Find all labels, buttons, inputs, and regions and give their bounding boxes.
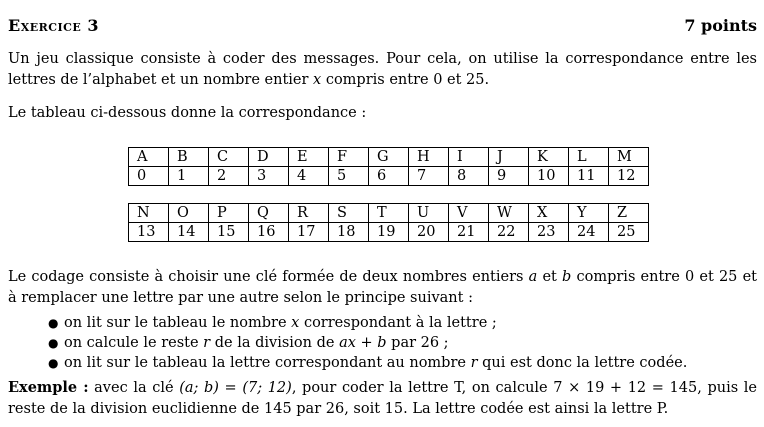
number-cell: 14 <box>169 223 209 242</box>
exercise-title: Exercice 3 <box>8 16 99 35</box>
number-cell: 8 <box>449 167 489 186</box>
var-x: x <box>291 315 300 331</box>
coding-text-1: Le codage consiste à choisir une clé formée de deux nombres entiers <box>8 269 529 285</box>
exercise-header <box>8 16 757 35</box>
letter-cell: G <box>369 148 409 167</box>
letter-cell: S <box>329 204 369 223</box>
number-cell: 7 <box>409 167 449 186</box>
letter-cell: T <box>369 204 409 223</box>
number-cell: 13 <box>129 223 169 242</box>
coding-text-3: compris entre 0 et 25 et à remplacer une lettre par une autre selon le principe suivant : <box>8 269 757 306</box>
example-text-1: avec la clé <box>88 380 180 396</box>
bullet-icon: ● <box>48 336 59 350</box>
number-cell: 12 <box>609 167 649 186</box>
rule-text: on lit sur le tableau le nombre <box>64 315 292 331</box>
letter-cell: J <box>489 148 529 167</box>
rule-text: on calcule le reste <box>64 335 204 351</box>
bullet-icon: ● <box>48 356 59 370</box>
letter-cell: Y <box>569 204 609 223</box>
intro-paragraph <box>8 49 757 91</box>
correspondence-table-a-m <box>128 147 649 186</box>
rule-item <box>48 353 748 373</box>
intro-text-1: Un jeu classique consiste à coder des messages. Pour cela, on utilise la correspondance entre les lettres de l’alphabet et un nombre entier <box>8 51 757 88</box>
number-cell: 15 <box>209 223 249 242</box>
letter-cell: C <box>209 148 249 167</box>
coding-text-2: et <box>537 269 563 285</box>
letter-cell: L <box>569 148 609 167</box>
rule-item <box>48 333 748 353</box>
var-r: r <box>470 355 478 371</box>
letters-row <box>129 204 649 223</box>
number-cell: 20 <box>409 223 449 242</box>
exercise-points: 7 points <box>684 16 757 35</box>
example-label: Exemple : <box>8 379 89 396</box>
rule-text: on lit sur le tableau la lettre correspondant au nombre <box>64 355 471 371</box>
number-cell: 18 <box>329 223 369 242</box>
letter-cell: A <box>129 148 169 167</box>
letter-cell: B <box>169 148 209 167</box>
rule-text: de la division de <box>210 335 340 351</box>
correspondence-table-n-z <box>128 203 649 242</box>
example-paragraph <box>8 377 757 420</box>
numbers-row <box>129 167 649 186</box>
letter-cell: V <box>449 204 489 223</box>
number-cell: 3 <box>249 167 289 186</box>
number-cell: 24 <box>569 223 609 242</box>
rule-text: par 26 ; <box>386 335 449 351</box>
letter-cell: K <box>529 148 569 167</box>
letter-cell: U <box>409 204 449 223</box>
number-cell: 19 <box>369 223 409 242</box>
coding-rules-list <box>48 313 748 373</box>
var-x: x <box>313 72 322 88</box>
var-a: a <box>528 269 538 285</box>
var-r: r <box>203 335 211 351</box>
numbers-row <box>129 223 649 242</box>
coding-paragraph <box>8 267 757 309</box>
letter-cell: I <box>449 148 489 167</box>
bullet-icon: ● <box>48 316 59 330</box>
number-cell: 4 <box>289 167 329 186</box>
number-cell: 16 <box>249 223 289 242</box>
number-cell: 5 <box>329 167 369 186</box>
example-key: (a; b) = (7; 12) <box>179 380 292 396</box>
intro-text-2: compris entre 0 et 25. <box>321 72 490 88</box>
letter-cell: P <box>209 204 249 223</box>
letters-row <box>129 148 649 167</box>
table-intro: Le tableau ci-dessous donne la correspondance : <box>8 105 367 121</box>
number-cell: 10 <box>529 167 569 186</box>
number-cell: 11 <box>569 167 609 186</box>
number-cell: 2 <box>209 167 249 186</box>
letter-cell: X <box>529 204 569 223</box>
number-cell: 9 <box>489 167 529 186</box>
var-b: b <box>562 269 572 285</box>
number-cell: 0 <box>129 167 169 186</box>
letter-cell: N <box>129 204 169 223</box>
number-cell: 6 <box>369 167 409 186</box>
letter-cell: O <box>169 204 209 223</box>
rule-text: correspondant à la lettre ; <box>299 315 497 331</box>
number-cell: 21 <box>449 223 489 242</box>
letter-cell: F <box>329 148 369 167</box>
rule-item <box>48 313 748 333</box>
expr-ax-plus-b: ax + b <box>339 335 387 351</box>
number-cell: 23 <box>529 223 569 242</box>
letter-cell: M <box>609 148 649 167</box>
rule-text: qui est donc la lettre codée. <box>477 355 688 371</box>
number-cell: 1 <box>169 167 209 186</box>
letter-cell: H <box>409 148 449 167</box>
letter-cell: W <box>489 204 529 223</box>
example-text-2: , pour coder la lettre T, on calcule 7 × 19 + 12 = 145, puis le reste de la division euclidienne de 145 par 26, soit 15. La lettre codée est ainsi la lettre P. <box>8 380 757 417</box>
letter-cell: Z <box>609 204 649 223</box>
letter-cell: R <box>289 204 329 223</box>
number-cell: 17 <box>289 223 329 242</box>
letter-cell: Q <box>249 204 289 223</box>
letter-cell: E <box>289 148 329 167</box>
letter-cell: D <box>249 148 289 167</box>
number-cell: 25 <box>609 223 649 242</box>
number-cell: 22 <box>489 223 529 242</box>
